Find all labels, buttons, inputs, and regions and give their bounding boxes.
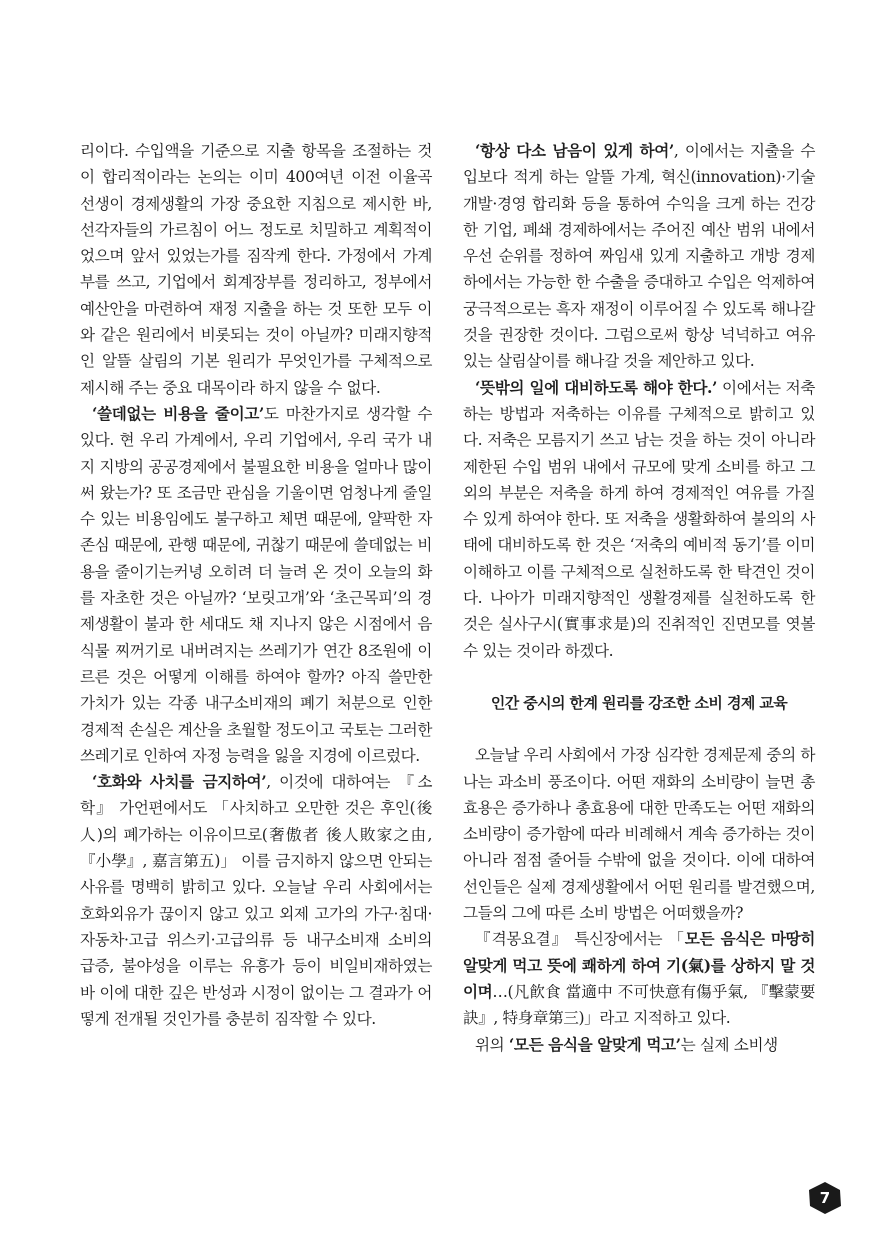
section-heading: 인간 중시의 한계 원리를 강조한 소비 경제 교육 bbox=[490, 693, 788, 712]
paragraph-luxury: ‘호화와 사치를 금지하여’, 이것에 대하여는 『소학』 가언편에서도 「사치하고 오만한 것은 후인(後人)의 폐가하는 이유이므로(奢傲者 後人敗家之由, 『小學』, 嘉言第五)」 이를 금지하지 않으면 안되는 사유를 명백히 밝히고 있다. 오늘날 우리 사회에서는 호화외유가 끊이지 않고 있고 외제 고가의 가구·침대·자동차·고급 위스키·고급의류 등 내구소비재 소비의 급증, 불야성을 이루는 유흥가 등이 비일비재하였는 바 이에 대한 깊은 반성과 시정이 없이는 그 결과가 어떻게 전개될 것인가를 충분히 짐작할 수 있다. bbox=[80, 772, 432, 1028]
paragraph-savings: ‘뜻밖의 일에 대비하도록 해야 한다.’ 이에서는 저축하는 방법과 저축하는 이유를 구체적으로 밝히고 있다. 저축은 모름지기 쓰고 남는 것을 하는 것이 아니라 제한된 수입 범위 내에서 규모에 맞게 소비를 하고 그 외의 부분은 저축을 하게 하여 경제적인 여유를 가질 수 있게 하여야 한다. 또 저축을 생활화하여 불의의 사태에 대비하도록 한 것은 ‘저축의 예비적 동기’를 이미 이해하고 이를 구체적으로 실천하도록 한 탁견인 것이다. 나아가 미래지향적인 생활경제를 실천하도록 한 것은 실사구시(實事求是)의 진취적인 진면모를 엿볼 수 있는 것이라 하겠다. bbox=[463, 377, 815, 660]
paragraph-final: 위의 ‘모든 음식을 알맞게 먹고’는 실제 소비생 bbox=[475, 1034, 778, 1054]
page-number: 7 bbox=[819, 1189, 831, 1207]
paragraph-overconsumption: 오늘날 우리 사회에서 가장 심각한 경제문제 중의 하나는 과소비 풍조이다. 어떤 재화의 소비량이 늘면 총효용은 증가하나 총효용에 대한 만족도는 어떤 재화의 소비량이 증가함에 따라 비례해서 계속 증가하는 것이 아니라 점점 줄어들 수밖에 없을 것이다. 이에 대하여 선인들은 실제 경제생활에서 어떤 원리를 발견했으며, 그들의 그에 따른 소비 방법은 어떠했을까? bbox=[463, 746, 815, 923]
page-number-badge bbox=[808, 1181, 842, 1215]
paragraph-reduce-costs: ‘쓸데없는 비용을 줄이고’도 마찬가지로 생각할 수 있다. 현 우리 가계에서, 우리 기업에서, 우리 국가 내지 지방의 공공경제에서 불필요한 비용을 얼마나 많이 써 왔는가? 또 조금만 관심을 기울이면 엄청나게 줄일 수 있는 비용임에도 불구하고 체면 때문에, 얄팍한 자존심 때문에, 관행 때문에, 귀찮기 때문에 쓸데없는 비용을 줄이기는커녕 오히려 더 늘려 온 것이 오늘의 화를 자초한 것은 아닐까? ‘보릿고개’와 ‘초근목피’의 경제생활이 불과 한 세대도 채 지나지 않은 시점에서 음식물 찌꺼기로 내버려지는 쓰레기가 연간 8조원에 이르른 것은 어떻게 이해를 하여야 할까? 아직 쓸만한 가치가 있는 각종 내구소비재의 폐기 처분으로 인한 경제적 손실은 계산을 초월할 정도이고 국토는 그러한 쓰레기로 인하여 자정 능력을 잃을 지경에 이르렀다. bbox=[80, 403, 432, 765]
left-column bbox=[80, 138, 432, 1032]
paragraph-surplus: ‘항상 다소 남음이 있게 하여’, 이에서는 지출을 수입보다 적게 하는 알뜰 가계, 혁신(innovation)·기술개발·경영 합리화 등을 통하여 수익을 크게 하는 건강한 기업, 폐쇄 경제하에서는 주어진 예산 범위 내에서 우선 순위를 정하여 짜임새 있게 지출하고 개방 경제하에서는 가능한 한 수출을 증대하고 수입은 억제하여 궁극적으로는 흑자 재정이 이루어질 수 있도록 해나갈 것을 권장한 것이다. 그럼으로써 항상 넉넉하고 여유 있는 살림살이를 해나갈 것을 제안하고 있다. bbox=[463, 141, 815, 371]
paragraph-quote: 『격몽요결』 특신장에서는 「모든 음식은 마땅히 알맞게 먹고 뜻에 쾌하게 하여 기(氣)를 상하지 말 것이며…(凡飮食 當適中 不可快意有傷乎氣, 『擊蒙要訣』, 特身章第三)」라고 지적하고 있다. bbox=[463, 929, 815, 1028]
right-column bbox=[463, 138, 815, 1058]
paragraph-continuation: 리이다. 수입액을 기준으로 지출 항목을 조절하는 것이 합리적이라는 논의는 이미 400여년 이전 이율곡 선생이 경제생활의 가장 중요한 지침으로 제시한 바, 선각자들의 가르침이 어느 정도로 치밀하고 계획적이었으며 앞서 있었는가를 짐작케 한다. 가정에서 가계부를 쓰고, 기업에서 회계장부를 정리하고, 정부에서 예산안을 마련하여 재정 지출을 하는 것 또한 모두 이와 같은 원리에서 비롯되는 것이 아닐까? 미래지향적인 알뜰 살림의 기본 원리가 무엇인가를 구체적으로 제시해 주는 중요 대목이라 하지 않을 수 없다. bbox=[80, 142, 432, 397]
